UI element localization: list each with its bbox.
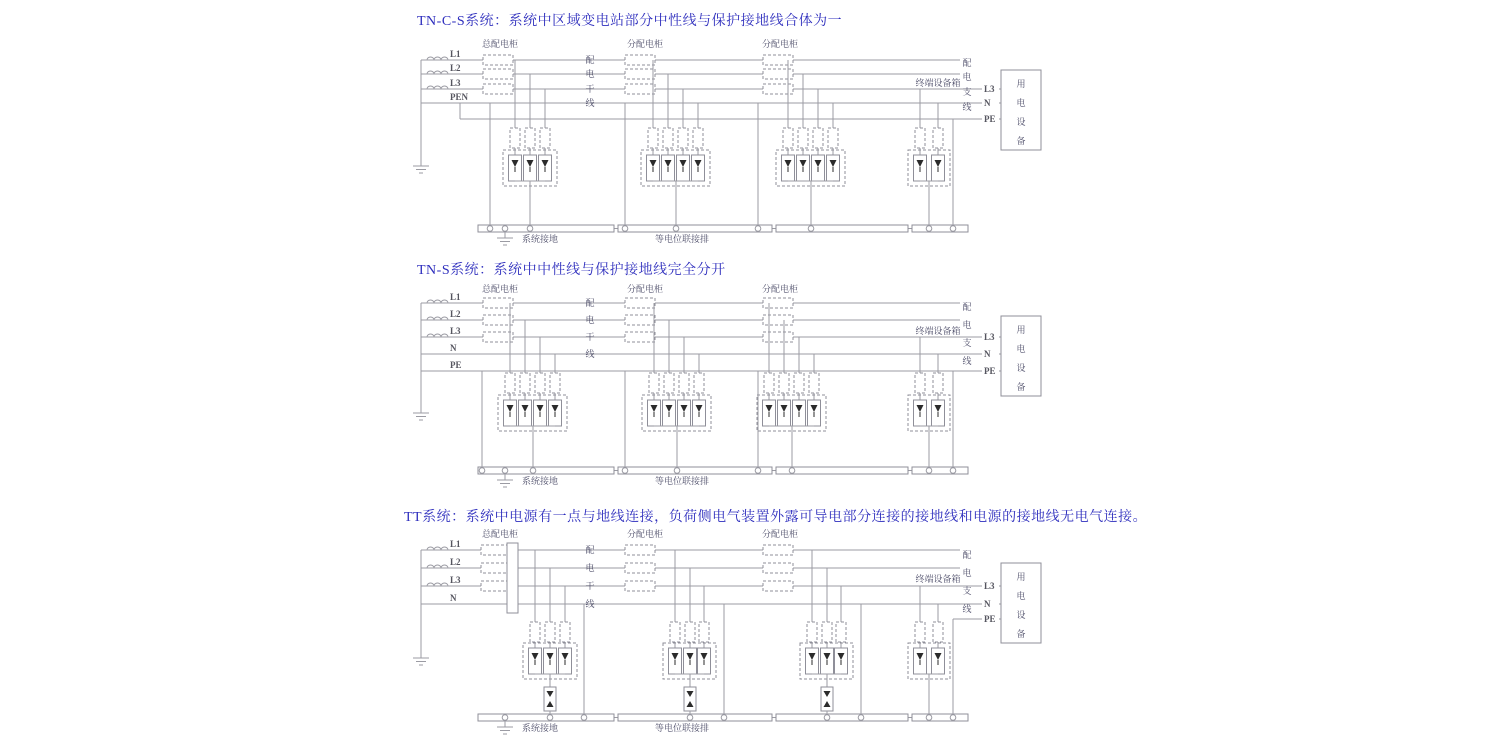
fuse-box — [525, 128, 535, 148]
line-label-N: N — [450, 343, 457, 353]
line-label-L2: L2 — [450, 309, 461, 319]
bus-connection-point — [926, 715, 932, 721]
cabinet-label: 分配电柜 — [761, 284, 799, 294]
equipotential-bus-bar — [776, 714, 908, 721]
trunk-text-char: 电 — [585, 69, 595, 79]
terminal-box-label: 终端设备箱 — [915, 574, 961, 584]
breaker-box — [483, 332, 513, 342]
main-distribution-busbar — [507, 543, 518, 613]
bus-connection-point — [789, 468, 795, 474]
spark-gap-device — [821, 687, 833, 711]
fuse-box — [664, 373, 674, 393]
cabinet-label: 总配电柜 — [481, 284, 519, 294]
line-label-L3: L3 — [450, 326, 461, 336]
branch-text-char: 电 — [962, 72, 972, 82]
terminal-spd-group — [908, 89, 950, 225]
trunk-text-char: 配 — [585, 545, 595, 555]
breaker-box — [625, 545, 655, 555]
line-label-L3: L3 — [450, 78, 461, 88]
equipotential-bus-bar — [478, 467, 614, 474]
fuse-box — [915, 128, 925, 148]
breaker-box — [625, 581, 655, 591]
equipment-line-label-N: N — [984, 349, 991, 359]
branch-text-char: 线 — [962, 102, 972, 112]
equipment-label-char: 备 — [1016, 629, 1026, 639]
spd-group — [498, 303, 567, 467]
fuse-box — [550, 373, 560, 393]
breaker-box — [763, 298, 793, 308]
spd-group — [642, 303, 711, 467]
equipment-line-label-N: N — [984, 98, 991, 108]
bus-connection-point — [487, 226, 493, 232]
bus-connection-point — [950, 226, 956, 232]
breaker-box — [625, 315, 655, 325]
branch-text-char: 电 — [962, 320, 972, 330]
fuse-box — [794, 373, 804, 393]
bus-connection-point — [687, 715, 693, 721]
bus-connection-point — [673, 226, 679, 232]
fuse-box — [535, 373, 545, 393]
terminal-spd-group — [908, 337, 950, 467]
equipment-line-label-L3: L3 — [984, 84, 995, 94]
fuse-box — [649, 373, 659, 393]
equipotential-bus-bar — [912, 225, 968, 232]
system-ground-label: 系统接地 — [522, 723, 559, 733]
breaker-box — [625, 69, 655, 79]
branch-text-char: 支 — [962, 87, 972, 97]
cabinet-label: 分配电柜 — [626, 39, 664, 49]
line-label-L2: L2 — [450, 63, 461, 73]
bus-connection-point — [824, 715, 830, 721]
equipment-label-char: 电 — [1016, 591, 1026, 601]
breaker-box — [625, 55, 655, 65]
fuse-box — [685, 622, 695, 642]
fuse-box — [560, 622, 570, 642]
bus-connection-point — [674, 468, 680, 474]
equipment-line-label-PE: PE — [984, 366, 996, 376]
equipment-line-label-N: N — [984, 599, 991, 609]
fuse-box — [807, 622, 817, 642]
line-label-PEN: PEN — [450, 92, 468, 102]
breaker-box — [763, 563, 793, 573]
cabinet-label: 分配电柜 — [626, 529, 664, 539]
diagram-title-tn-s: TN-S系统：系统中中性线与保护接地线完全分开 — [417, 263, 726, 278]
line-label-PE: PE — [450, 360, 462, 370]
bus-connection-point — [547, 715, 553, 721]
equipment-line-label-L3: L3 — [984, 332, 995, 342]
bus-connection-point — [755, 468, 761, 474]
trunk-text-char: 干 — [585, 332, 595, 342]
bus-connection-point — [950, 468, 956, 474]
fuse-box — [693, 128, 703, 148]
equipotential-bus-bar — [618, 225, 772, 232]
trunk-text-char: 电 — [585, 315, 595, 325]
cabinet-label: 分配电柜 — [761, 529, 799, 539]
branch-text-char: 配 — [962, 58, 972, 68]
equipotential-bus-bar — [912, 714, 968, 721]
fuse-box — [933, 128, 943, 148]
breaker-box — [483, 298, 513, 308]
breaker-box — [483, 84, 513, 94]
fuse-box — [540, 128, 550, 148]
diagram-title-tt: TT系统：系统中电源有一点与地线连接，负荷侧电气装置外露可导电部分连接的接地线和电源的接地线无电气连接。 — [404, 510, 1148, 525]
equipotential-bus-label: 等电位联接排 — [655, 723, 710, 733]
fuse-box — [699, 622, 709, 642]
system-ground-label: 系统接地 — [522, 234, 559, 244]
bus-connection-point — [858, 715, 864, 721]
line-label-N: N — [450, 593, 457, 603]
fuse-box — [915, 622, 925, 642]
trunk-text-char: 线 — [585, 98, 595, 108]
equipment-label-char: 用 — [1016, 572, 1026, 582]
trunk-text-char: 配 — [585, 55, 595, 65]
branch-text-char: 线 — [962, 356, 972, 366]
equipment-label-char: 设 — [1016, 363, 1026, 373]
breaker-box — [625, 332, 655, 342]
spark-gap-device — [544, 687, 556, 711]
fuse-box — [915, 373, 925, 393]
breaker-box — [483, 69, 513, 79]
bus-connection-point — [926, 226, 932, 232]
breaker-box — [483, 55, 513, 65]
trunk-text-char: 线 — [585, 349, 595, 359]
fuse-box — [933, 622, 943, 642]
fuse-box — [670, 622, 680, 642]
fuse-box — [836, 622, 846, 642]
equipotential-bus-bar — [776, 467, 908, 474]
cabinet-label: 分配电柜 — [626, 284, 664, 294]
branch-text-char: 配 — [962, 302, 972, 312]
breaker-box — [483, 315, 513, 325]
fuse-box — [798, 128, 808, 148]
fuse-box — [828, 128, 838, 148]
fuse-box — [783, 128, 793, 148]
fuse-box — [822, 622, 832, 642]
bus-connection-point — [527, 226, 533, 232]
fuse-box — [505, 373, 515, 393]
bus-connection-point — [721, 715, 727, 721]
spd-group — [523, 550, 577, 714]
bus-connection-point — [479, 468, 485, 474]
cabinet-label: 总配电柜 — [481, 529, 519, 539]
fuse-box — [545, 622, 555, 642]
bus-connection-point — [755, 226, 761, 232]
equipotential-bus-bar — [618, 714, 772, 721]
bus-connection-point — [808, 226, 814, 232]
branch-text-char: 线 — [962, 604, 972, 614]
fuse-box — [520, 373, 530, 393]
fuse-box — [933, 373, 943, 393]
cabinet-label: 分配电柜 — [761, 39, 799, 49]
breaker-box — [763, 315, 793, 325]
diagram-title-tn-c-s: TN-C-S系统：系统中区域变电站部分中性线与保护接地线合体为一 — [417, 14, 843, 29]
fuse-box — [694, 373, 704, 393]
equipment-label-char: 备 — [1016, 136, 1026, 146]
fuse-box — [813, 128, 823, 148]
spd-group — [663, 550, 716, 714]
terminal-box-label: 终端设备箱 — [915, 78, 961, 88]
bus-connection-point — [622, 468, 628, 474]
diagram-tn-s — [413, 283, 1041, 487]
diagram-tt — [413, 528, 1041, 734]
spd-group — [800, 550, 853, 714]
bus-connection-point — [502, 468, 508, 474]
bus-connection-point — [581, 715, 587, 721]
breaker-box — [625, 298, 655, 308]
equipment-label-char: 用 — [1016, 325, 1026, 335]
equipment-line-label-PE: PE — [984, 114, 996, 124]
spd-group — [757, 303, 826, 467]
diagram-tn-c-s — [413, 38, 1041, 245]
line-label-L1: L1 — [450, 539, 461, 549]
line-label-L2: L2 — [450, 557, 461, 567]
branch-text-char: 电 — [962, 568, 972, 578]
fuse-box — [764, 373, 774, 393]
equipotential-bus-bar — [478, 714, 614, 721]
line-label-L3: L3 — [450, 575, 461, 585]
breaker-box — [763, 581, 793, 591]
equipment-label-char: 电 — [1016, 98, 1026, 108]
terminal-spd-group — [908, 586, 950, 714]
trunk-text-char: 电 — [585, 563, 595, 573]
branch-text-char: 支 — [962, 586, 972, 596]
breaker-box — [763, 332, 793, 342]
breaker-box — [625, 563, 655, 573]
trunk-text-char: 干 — [585, 84, 595, 94]
trunk-text-char: 线 — [585, 599, 595, 609]
equipment-label-char: 设 — [1016, 117, 1026, 127]
equipment-label-char: 用 — [1016, 79, 1026, 89]
fuse-box — [663, 128, 673, 148]
fuse-box — [510, 128, 520, 148]
bus-connection-point — [622, 226, 628, 232]
equipotential-bus-bar — [776, 225, 908, 232]
system-ground-label: 系统接地 — [522, 476, 559, 486]
fuse-box — [779, 373, 789, 393]
bus-connection-point — [502, 715, 508, 721]
bus-connection-point — [926, 468, 932, 474]
breaker-box — [763, 545, 793, 555]
fuse-box — [809, 373, 819, 393]
equipotential-bus-bar — [912, 467, 968, 474]
line-label-L1: L1 — [450, 49, 461, 59]
cabinet-label: 总配电柜 — [481, 39, 519, 49]
branch-text-char: 支 — [962, 338, 972, 348]
fuse-box — [530, 622, 540, 642]
fuse-box — [648, 128, 658, 148]
equipment-label-char: 设 — [1016, 610, 1026, 620]
bus-connection-point — [502, 226, 508, 232]
line-label-L1: L1 — [450, 292, 461, 302]
equipotential-bus-bar — [618, 467, 772, 474]
breaker-box — [625, 84, 655, 94]
equipotential-bus-label: 等电位联接排 — [655, 234, 710, 244]
equipment-label-char: 电 — [1016, 344, 1026, 354]
bus-connection-point — [950, 715, 956, 721]
spark-gap-device — [684, 687, 696, 711]
equipment-label-char: 备 — [1016, 382, 1026, 392]
fuse-box — [678, 128, 688, 148]
equipment-line-label-L3: L3 — [984, 581, 995, 591]
equipotential-bus-label: 等电位联接排 — [655, 476, 710, 486]
branch-text-char: 配 — [962, 550, 972, 560]
equipment-line-label-PE: PE — [984, 614, 996, 624]
terminal-box-label: 终端设备箱 — [915, 326, 961, 336]
equipotential-bus-bar — [478, 225, 614, 232]
fuse-box — [679, 373, 689, 393]
bus-connection-point — [530, 468, 536, 474]
trunk-text-char: 干 — [585, 581, 595, 591]
trunk-text-char: 配 — [585, 298, 595, 308]
